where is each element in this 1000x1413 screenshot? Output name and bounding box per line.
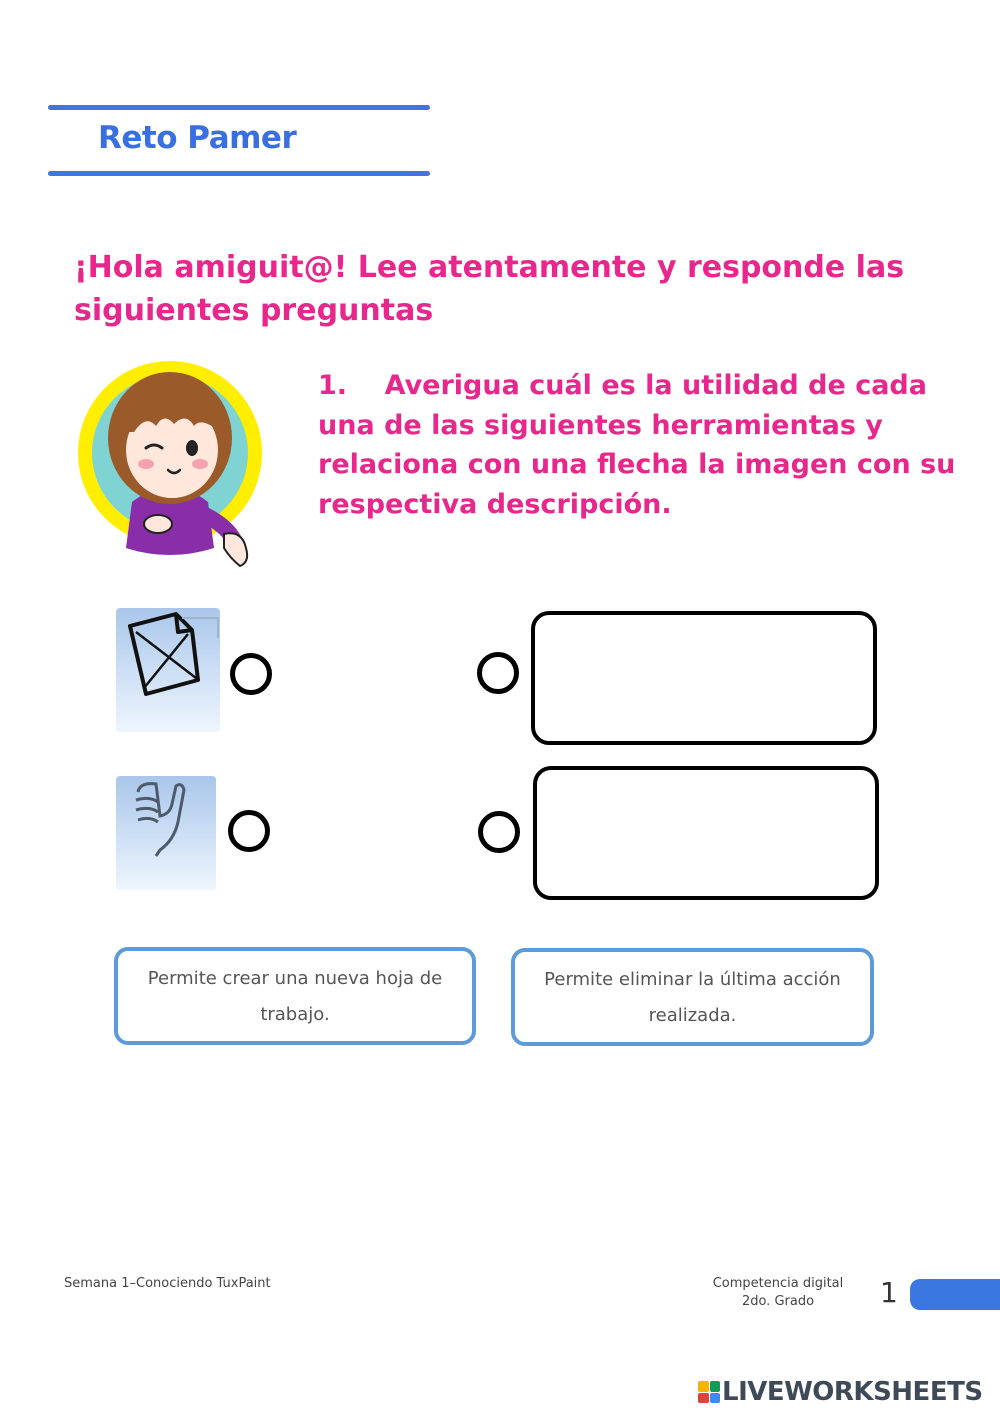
answer-box-1[interactable] (531, 611, 877, 745)
undo-hand-icon (116, 776, 216, 890)
tool-match-dot-2[interactable] (228, 810, 270, 852)
footer-course-name: Competencia digital (712, 1276, 844, 1291)
footer-accent-bar (910, 1279, 1000, 1310)
question-text: 1. Averigua cuál es la utilidad de cada una de las siguientes herramientas y relaciona con una flecha la imagen con su respectiva descripción. (318, 370, 956, 520)
header-bottom-rule (48, 171, 430, 176)
liveworksheets-wordmark: LIVEWORKSHEETS (722, 1377, 983, 1407)
liveworksheets-watermark (698, 1377, 983, 1407)
brand-title: Reto Pamer (98, 120, 297, 156)
page-number: 1 (880, 1276, 898, 1309)
girl-mascot-illustration (74, 352, 264, 567)
answer-match-dot-1[interactable] (477, 652, 519, 694)
header-top-rule (48, 105, 430, 110)
greeting-heading: ¡Hola amiguit@! Lee atentamente y responde las siguientes preguntas (74, 250, 905, 328)
footer-course-info (700, 1275, 856, 1311)
tool-new-sheet (116, 608, 220, 732)
tool-match-dot-1[interactable] (230, 653, 272, 695)
option-card-new-sheet[interactable]: Permite crear una nueva hoja de trabajo. (114, 947, 476, 1045)
answer-box-2[interactable] (533, 766, 879, 900)
new-sheet-icon (116, 608, 220, 732)
option-card-undo[interactable]: Permite eliminar la última acción realizada. (511, 948, 874, 1046)
answer-match-dot-2[interactable] (478, 811, 520, 853)
tool-undo (116, 776, 216, 890)
liveworksheets-logo-icon (698, 1381, 720, 1403)
footer-grade: 2do. Grado (741, 1294, 815, 1309)
footer-week-label: Semana 1–Conociendo TuxPaint (64, 1276, 271, 1291)
